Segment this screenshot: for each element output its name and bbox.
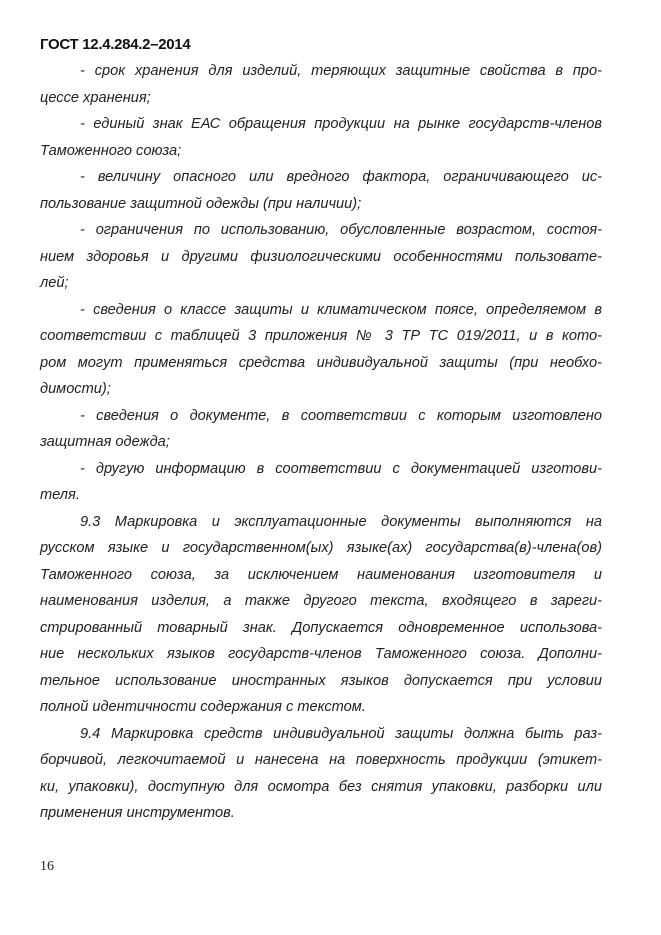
text-line: - сведения о документе, в соответствии с которым изготовлено (80, 407, 602, 424)
page-number: 16 (40, 859, 54, 874)
text-line: защитная одежда; (40, 434, 170, 450)
text-line: ние нескольких языков государств-членов Таможенного союза. Дополни- (40, 646, 602, 662)
text-line: стрированный товарный знак. Допускается одновременное использова- (40, 619, 602, 636)
text-line: 9.4 Маркировка средств индивидуальной защиты должна быть раз- (80, 725, 602, 742)
text-line: 9.3 Маркировка и эксплуатационные документы выполняются на (80, 513, 602, 530)
text-line: - единый знак ЕАС обращения продукции на рынке государств-членов (80, 116, 602, 132)
text-line: Таможенного союза, за исключением наименования изготовителя и (40, 566, 602, 583)
text-line: соответствии с таблицей 3 приложения № 3 ТР ТС 019/2011, и в кото- (40, 328, 602, 344)
document-header: ГОСТ 12.4.284.2–2014 (40, 36, 191, 53)
text-line: теля. (40, 487, 80, 503)
text-line: лей; (40, 275, 69, 291)
text-line: нием здоровья и другими физиологическими особенностями пользовате- (40, 248, 602, 265)
text-line: - величину опасного или вредного фактора, ограничивающего ис- (80, 169, 602, 185)
text-line: димости); (40, 381, 111, 397)
text-line: применения инструментов. (40, 805, 235, 821)
text-line: русском языке и государственном(ых) языке(ах) государства(в)-члена(ов) (40, 540, 602, 556)
text-line: цессе хранения; (40, 89, 151, 106)
text-line: борчивой, легкочитаемой и нанесена на поверхность продукции (этикет- (40, 752, 602, 768)
text-line: тельное использование иностранных языков допускается при условии (40, 672, 602, 689)
text-line: ром могут применяться средства индивидуальной защиты (при необхо- (40, 354, 602, 371)
text-line: ки, упаковки), доступную для осмотра без снятия упаковки, разборки или (40, 778, 602, 795)
text-line: наименования изделия, а также другого текста, входящего в зареги- (40, 593, 602, 609)
text-line: Таможенного союза; (40, 142, 182, 159)
text-line: - срок хранения для изделий, теряющих защитные свойства в про- (80, 63, 602, 79)
text-line: - ограничения по использованию, обусловленные возрастом, состоя- (80, 222, 602, 238)
document-body (40, 63, 602, 832)
text-line: пользование защитной одежды (при наличии); (40, 195, 362, 212)
text-line: полной идентичности содержания с текстом. (40, 699, 366, 715)
text-line: - другую информацию в соответствии с документацией изготови- (80, 460, 602, 477)
text-line: - сведения о классе защиты и климатическом поясе, определяемом в (80, 301, 602, 318)
